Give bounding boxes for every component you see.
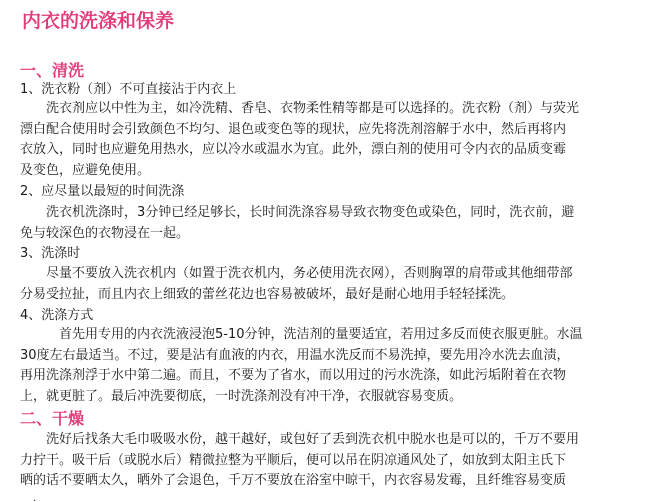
text-line: 及变色，应避免使用。 [20, 162, 151, 178]
subheading-wash-method: 4、洗涤方式 [20, 308, 94, 323]
subheading-short-wash: 2、应尽量以最短的时间洗涤 [20, 184, 185, 199]
subheading-when-washing: 3、洗涤时 [20, 246, 81, 261]
paragraph-detergent [20, 99, 638, 181]
subheading-detergent: 1、洗衣粉（剂）不可直接沾于内衣上 [20, 82, 237, 97]
text-line: 力拧干。吸干后（或脱水后）精微拉整为平顺后，便可以吊在阴凉通风处了，如放到太阳主氏下 [20, 452, 567, 468]
text-line: 分易受拉扯，而且内衣上细致的蕾丝花边也容易被破坏，最好是耐心地用手轻轻揉洗。 [20, 286, 515, 302]
page-title: 内衣的洗涤和保养 [22, 10, 175, 32]
paragraph-drying [20, 430, 638, 492]
paragraph-wash-method [20, 325, 638, 407]
text-line: 洗衣剂应以中性为主，如冷洗精、香皂、衣物柔性精等都是可以选择的。洗衣粉（剂）与荧光 [20, 101, 580, 116]
text-line: 首先用专用的内衣洗液浸泡5-10分钟，洗洁剂的量要适宜，若用过多反而使衣服更脏。水温 [20, 327, 583, 342]
continuation-mark: . [33, 493, 37, 502]
text-line: 尽量不要放入洗衣机内（如置于洗衣机内，务必使用洗衣网），否则胸罩的肩带或其他细带部 [20, 266, 573, 281]
text-line: 漂白配合使用时会引致颜色不均匀、退色或变色等的现状，应先将洗剂溶解于水中，然后再将内 [20, 121, 567, 137]
text-line: 衣放入，同时也应避免用热水，应以冷水或温水为宜。此外，漂白剂的使用可令内衣的品质变霉 [20, 142, 567, 157]
section-heading-drying: 二、干燥 [20, 409, 85, 428]
text-line: 洗好后找条大毛巾吸吸水份，越干越好，或包好了丢到洗衣机中脱水也是可以的，千万不要用 [20, 432, 580, 447]
text-line: 免与较深色的衣物浸在一起。 [20, 225, 190, 241]
text-line: 上，就更脏了。最后冲洗要彻底，一时洗涤剂没有冲干净，衣服就容易变质。 [20, 388, 463, 404]
text-line: 晒的话不要晒太久，晒外了会退色，千万不要放在浴室中晾干，内衣容易发霉，且纤维容易变质 [20, 473, 567, 488]
text-line: 洗衣机洗涤时，3分钟已经足够长，长时间洗涤容易导致衣物变色或染色，同时，洗衣前，避 [20, 205, 575, 220]
section-heading-cleaning: 一、清洗 [20, 61, 85, 80]
text-line: 30度左右最适当。不过，要是沾有血液的内衣，用温水洗反而不易洗掉，要先用冷水洗去血渍， [20, 347, 570, 363]
paragraph-short-wash [20, 203, 638, 244]
text-line: 再用洗涤剂浮于水中第二遍。而且，不要为了省水，而以用过的污水洗涤，如此污垢附着在衣物 [20, 368, 567, 383]
paragraph-when-washing [20, 264, 638, 305]
